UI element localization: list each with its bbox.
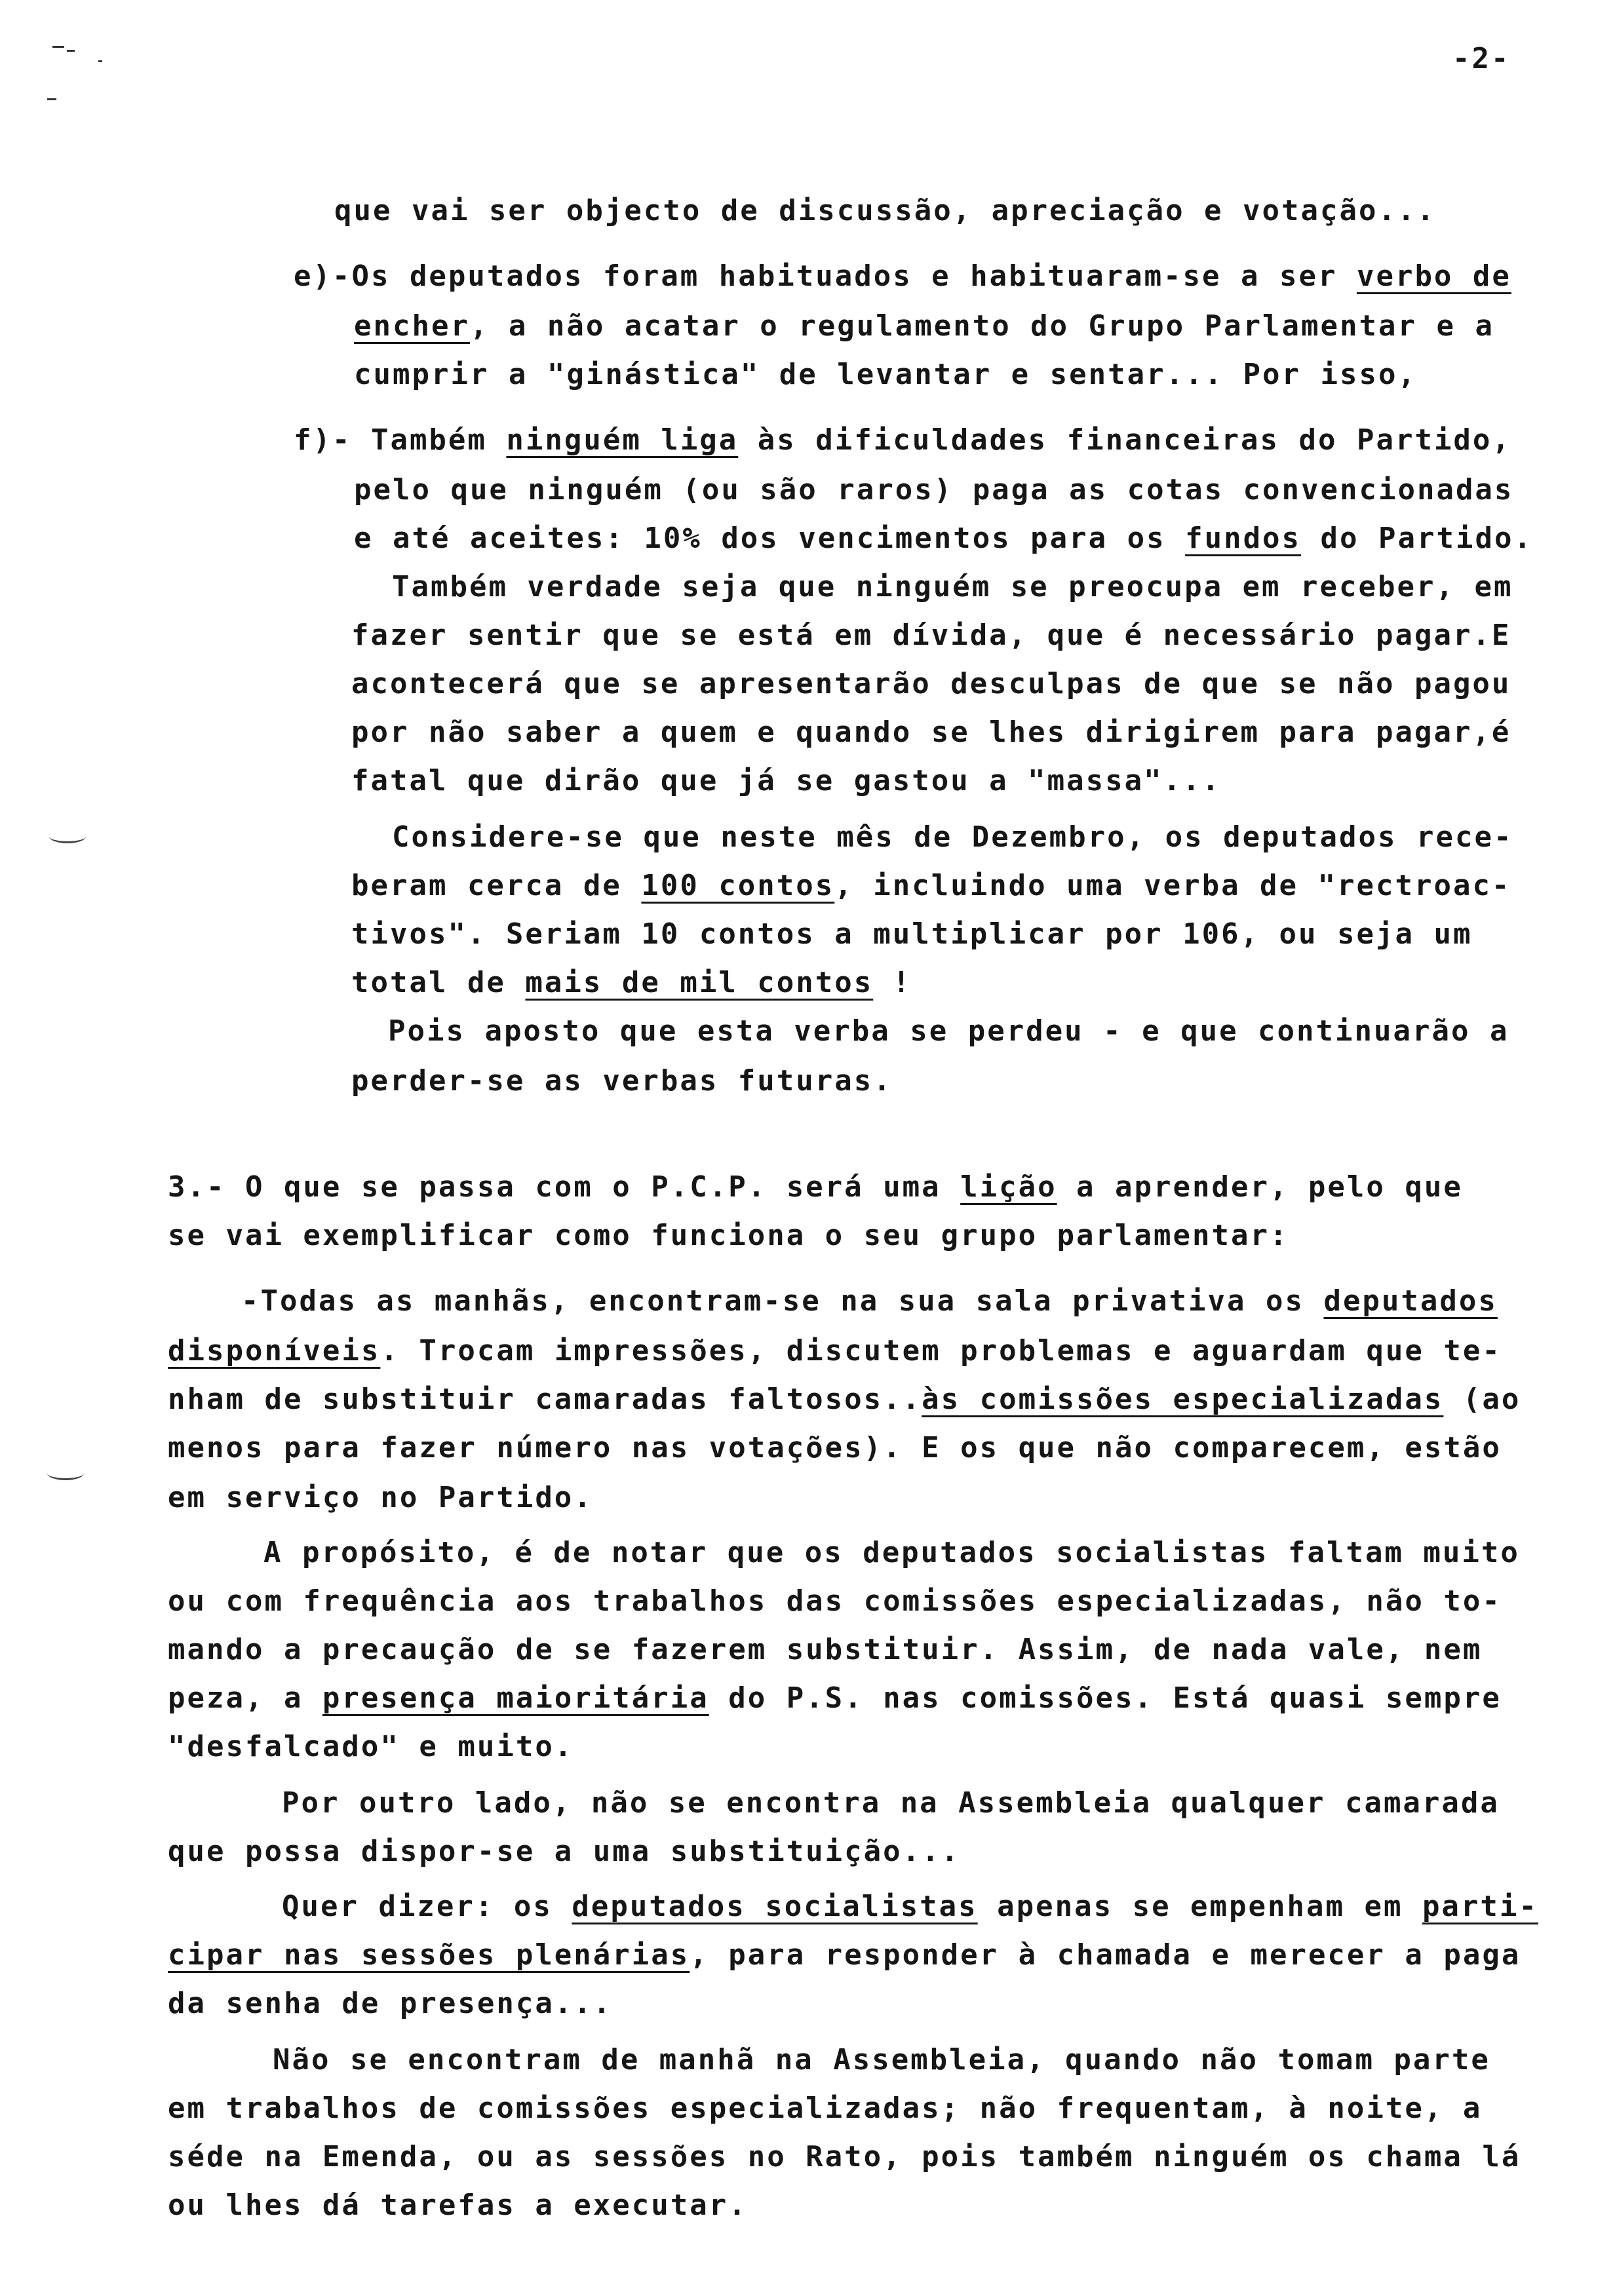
underlined-text: deputados [1323, 1284, 1498, 1318]
underlined-text: parti- [1422, 1890, 1538, 1923]
text-line: que vai ser objecto de discussão, apreciação e votação... [334, 194, 1436, 227]
text-line: fazer sentir que se está em dívida, que é necessário pagar.E [351, 619, 1511, 652]
text-line: Considere-se que neste mês de Dezembro, os deputados rece- [392, 820, 1513, 854]
text-line: ou lhes dá tarefas a executar. [168, 2189, 748, 2222]
text-line: A propósito, é de notar que os deputados socialistas faltam muito [263, 1536, 1520, 1569]
page-number: -2- [1452, 42, 1511, 75]
underlined-text: mais de mil contos [525, 966, 874, 999]
text-line: peza, a presença maioritária do P.S. nas comissões. Está quasi sempre [168, 1681, 1502, 1715]
text-line: "desfalcado" e muito. [168, 1730, 574, 1763]
text-line: e até aceites: 10% dos vencimentos para os fundos do Partido. [354, 522, 1533, 555]
scan-mark [98, 60, 102, 62]
text-line: encher, a não acatar o regulamento do Grupo Parlamentar e a [354, 309, 1494, 343]
text-line: pelo que ninguém (ou são raros) paga as cotas convencionadas [354, 473, 1514, 507]
text-line: nham de substituir camaradas faltosos..às comissões especializadas (ao [168, 1383, 1521, 1416]
punch-hole-mark [47, 1466, 84, 1480]
text-line: se vai exemplificar como funciona o seu grupo parlamentar: [168, 1219, 1289, 1252]
text-line: Não se encontram de manhã na Assembleia, quando não tomam parte [273, 2043, 1490, 2076]
text-line: disponíveis. Trocam impressões, discutem problemas e aguardam que te- [168, 1334, 1502, 1368]
text-line: fatal que dirão que já se gastou a "massa"... [351, 764, 1222, 797]
text-line: Pois aposto que esta verba se perdeu - e que continuarão a [388, 1014, 1509, 1048]
underlined-text: deputados socialistas [572, 1890, 978, 1923]
text-line: tivos". Seriam 10 contos a multiplicar por 106, ou seja um [351, 917, 1473, 951]
text-line: cumprir a "ginástica" de levantar e sentar... Por isso, [354, 358, 1417, 391]
underlined-text: verbo de [1356, 259, 1511, 293]
text-line: f)- Também ninguém liga às dificuldades financeiras do Partido, [294, 423, 1511, 457]
underlined-text: encher [354, 309, 470, 343]
text-line: -Todas as manhãs, encontram-se na sua sala privativa os deputados [241, 1284, 1498, 1318]
text-line: Por outro lado, não se encontra na Assembleia qualquer camarada [282, 1786, 1500, 1820]
text-line: perder-se as verbas futuras. [351, 1064, 893, 1098]
scan-mark [47, 98, 56, 100]
underlined-text: lição [960, 1170, 1057, 1204]
scan-mark [67, 50, 75, 52]
underlined-text: presença maioritária [322, 1681, 709, 1715]
text-line: por não saber a quem e quando se lhes dirigirem para pagar,é [351, 716, 1511, 749]
underlined-text: 100 contos [641, 869, 835, 902]
text-line: acontecerá que se apresentarão desculpas de que se não pagou [351, 667, 1511, 700]
text-line: séde na Emenda, ou as sessões no Rato, pois também ninguém os chama lá [168, 2140, 1521, 2173]
underlined-text: às comissões especializadas [922, 1383, 1444, 1416]
text-line: beram cerca de 100 contos, incluindo uma verba de "rectroac- [351, 869, 1511, 902]
text-line: total de mais de mil contos ! [351, 966, 912, 999]
text-line: ou com frequência aos trabalhos das comissões especializadas, não to- [168, 1584, 1502, 1618]
text-line: mando a precaução de se fazerem substituir. Assim, de nada vale, nem [168, 1633, 1483, 1666]
text-line: Quer dizer: os deputados socialistas apenas se empenham em parti- [282, 1890, 1538, 1923]
text-line: cipar nas sessões plenárias, para responder à chamada e merecer a paga [168, 1938, 1521, 1972]
text-line: da senha de presença... [168, 1987, 613, 2020]
text-line: menos para fazer número nas votações). E os que não comparecem, estão [168, 1431, 1502, 1464]
text-line: em serviço no Partido. [168, 1481, 593, 1514]
text-line: Também verdade seja que ninguém se preocupa em receber, em [392, 570, 1513, 603]
punch-hole-mark [49, 830, 86, 843]
underlined-text: fundos [1185, 522, 1302, 555]
underlined-text: disponíveis [168, 1334, 381, 1368]
scan-mark [52, 46, 64, 48]
underlined-text: cipar nas sessões plenárias [168, 1938, 690, 1972]
text-line: 3.- O que se passa com o P.C.P. será uma lição a aprender, pelo que [168, 1170, 1463, 1204]
text-line: e)-Os deputados foram habituados e habituaram-se a ser verbo de [294, 259, 1511, 293]
underlined-text: ninguém liga [506, 423, 739, 457]
text-line: em trabalhos de comissões especializadas; não frequentam, à noite, a [168, 2092, 1483, 2125]
text-line: que possa dispor-se a uma substituição... [168, 1835, 961, 1868]
